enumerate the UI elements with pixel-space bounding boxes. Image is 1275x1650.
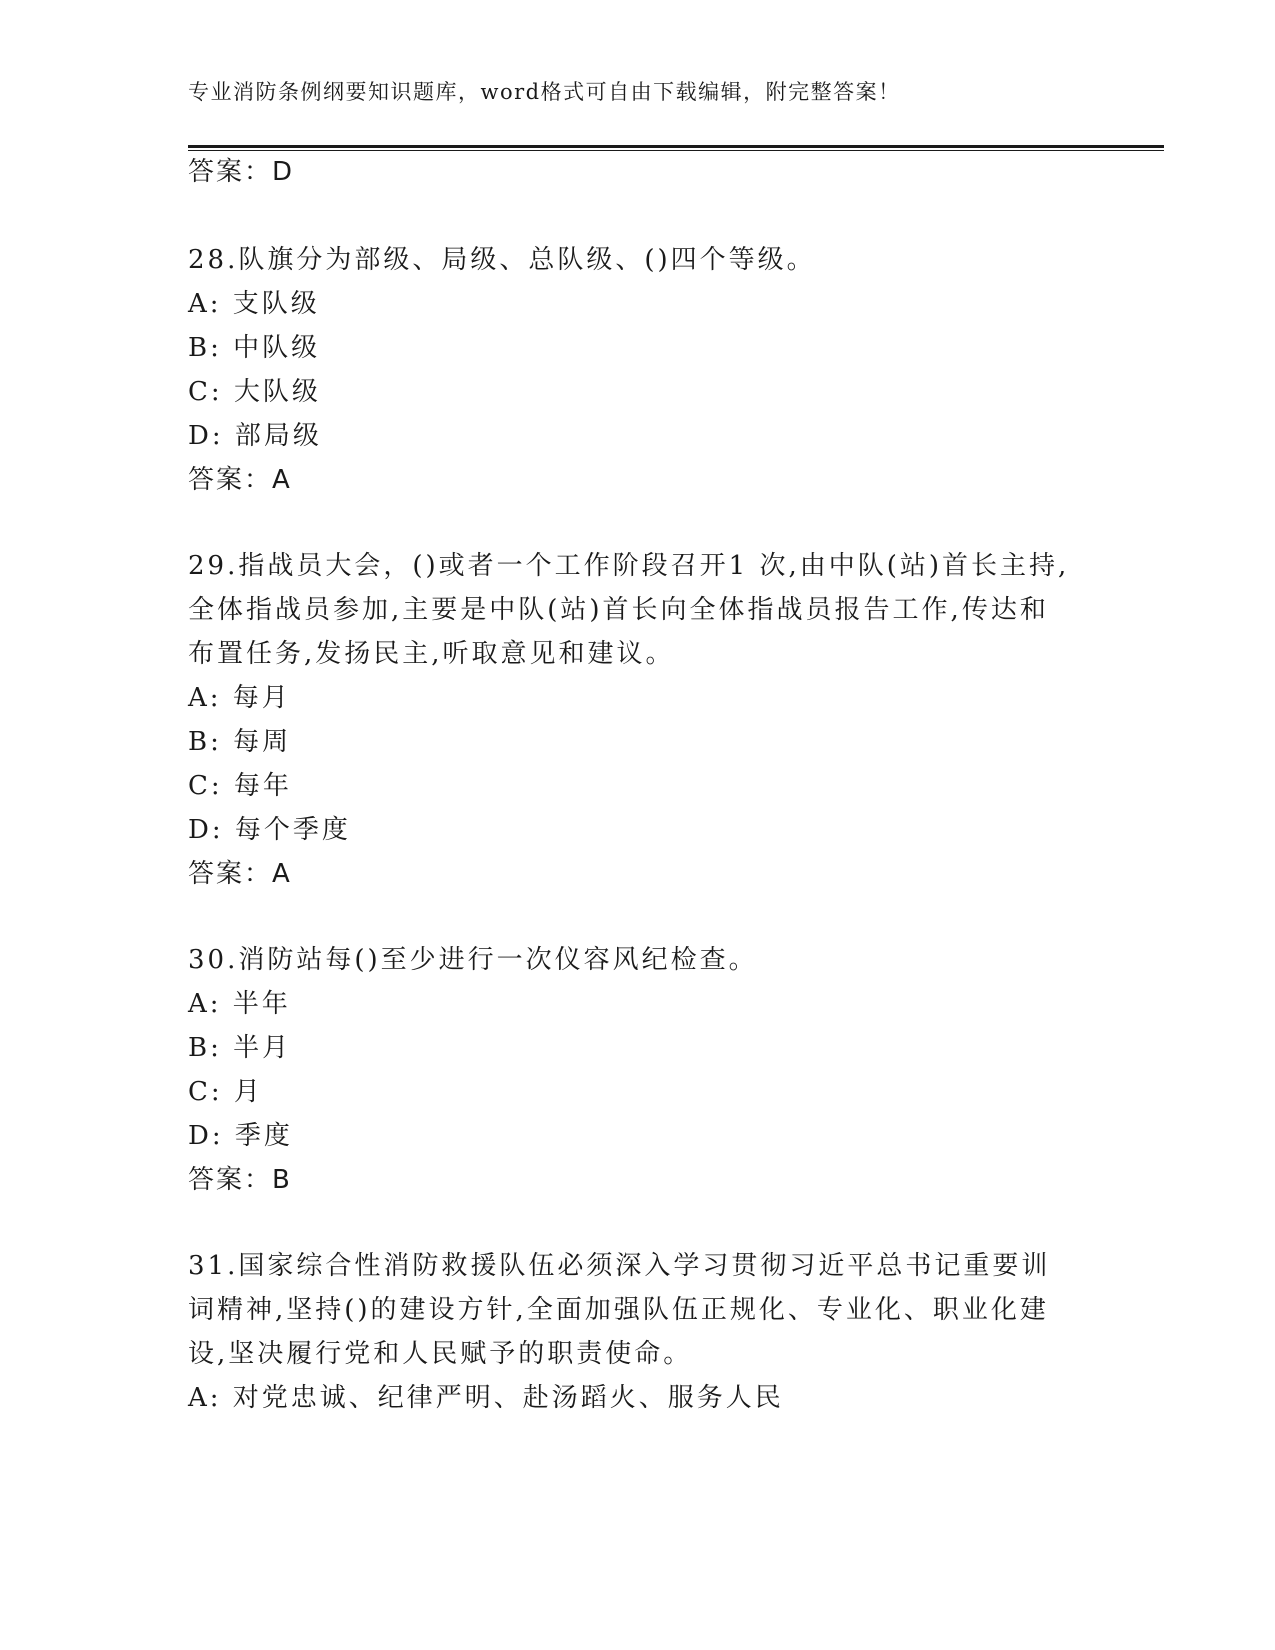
option-d: D: 季度 <box>188 1121 293 1151</box>
option-a: A: 对党忠诚、纪律严明、赴汤蹈火、服务人民 <box>188 1383 784 1413</box>
option-b: B: 每周 <box>188 727 292 757</box>
header-rule-thin <box>188 150 1164 151</box>
question-31-text-2: 词精神,坚持()的建设方针,全面加强队伍正规化、专业化、职业化建 <box>188 1295 1049 1325</box>
question-31-text-3: 设,坚决履行党和人民赋予的职责使命。 <box>188 1339 693 1369</box>
option-a: A: 半年 <box>188 989 291 1019</box>
question-29-text-1: 29.指战员大会，()或者一个工作阶段召开1 次,由中队(站)首长主持, <box>188 551 1070 581</box>
question-29-text-3: 布置任务,发扬民主,听取意见和建议。 <box>188 639 675 669</box>
answer-line: 答案：A <box>188 859 292 889</box>
option-b: B: 半月 <box>188 1033 292 1063</box>
option-b: B: 中队级 <box>188 333 321 363</box>
option-d: D: 部局级 <box>188 421 322 451</box>
question-31-text-1: 31.国家综合性消防救援队伍必须深入学习贯彻习近平总书记重要训 <box>188 1251 1051 1281</box>
option-c: C: 大队级 <box>188 377 321 407</box>
answer-line: 答案：A <box>188 465 292 495</box>
document-header: 专业消防条例纲要知识题库，word格式可自由下载编辑，附完整答案！ <box>188 80 901 104</box>
question-29-text-2: 全体指战员参加,主要是中队(站)首长向全体指战员报告工作,传达和 <box>188 595 1049 625</box>
option-c: C: 月 <box>188 1077 263 1107</box>
option-a: A: 每月 <box>188 683 291 713</box>
header-rule-thick <box>188 145 1164 148</box>
option-d: D: 每个季度 <box>188 815 351 845</box>
option-a: A: 支队级 <box>188 289 320 319</box>
question-28-text: 28.队旗分为部级、局级、总队级、()四个等级。 <box>188 245 816 275</box>
option-c: C: 每年 <box>188 771 292 801</box>
answer-line: 答案：B <box>188 1165 292 1195</box>
answer-line: 答案：D <box>188 157 295 187</box>
question-30-text: 30.消防站每()至少进行一次仪容风纪检查。 <box>188 945 758 975</box>
